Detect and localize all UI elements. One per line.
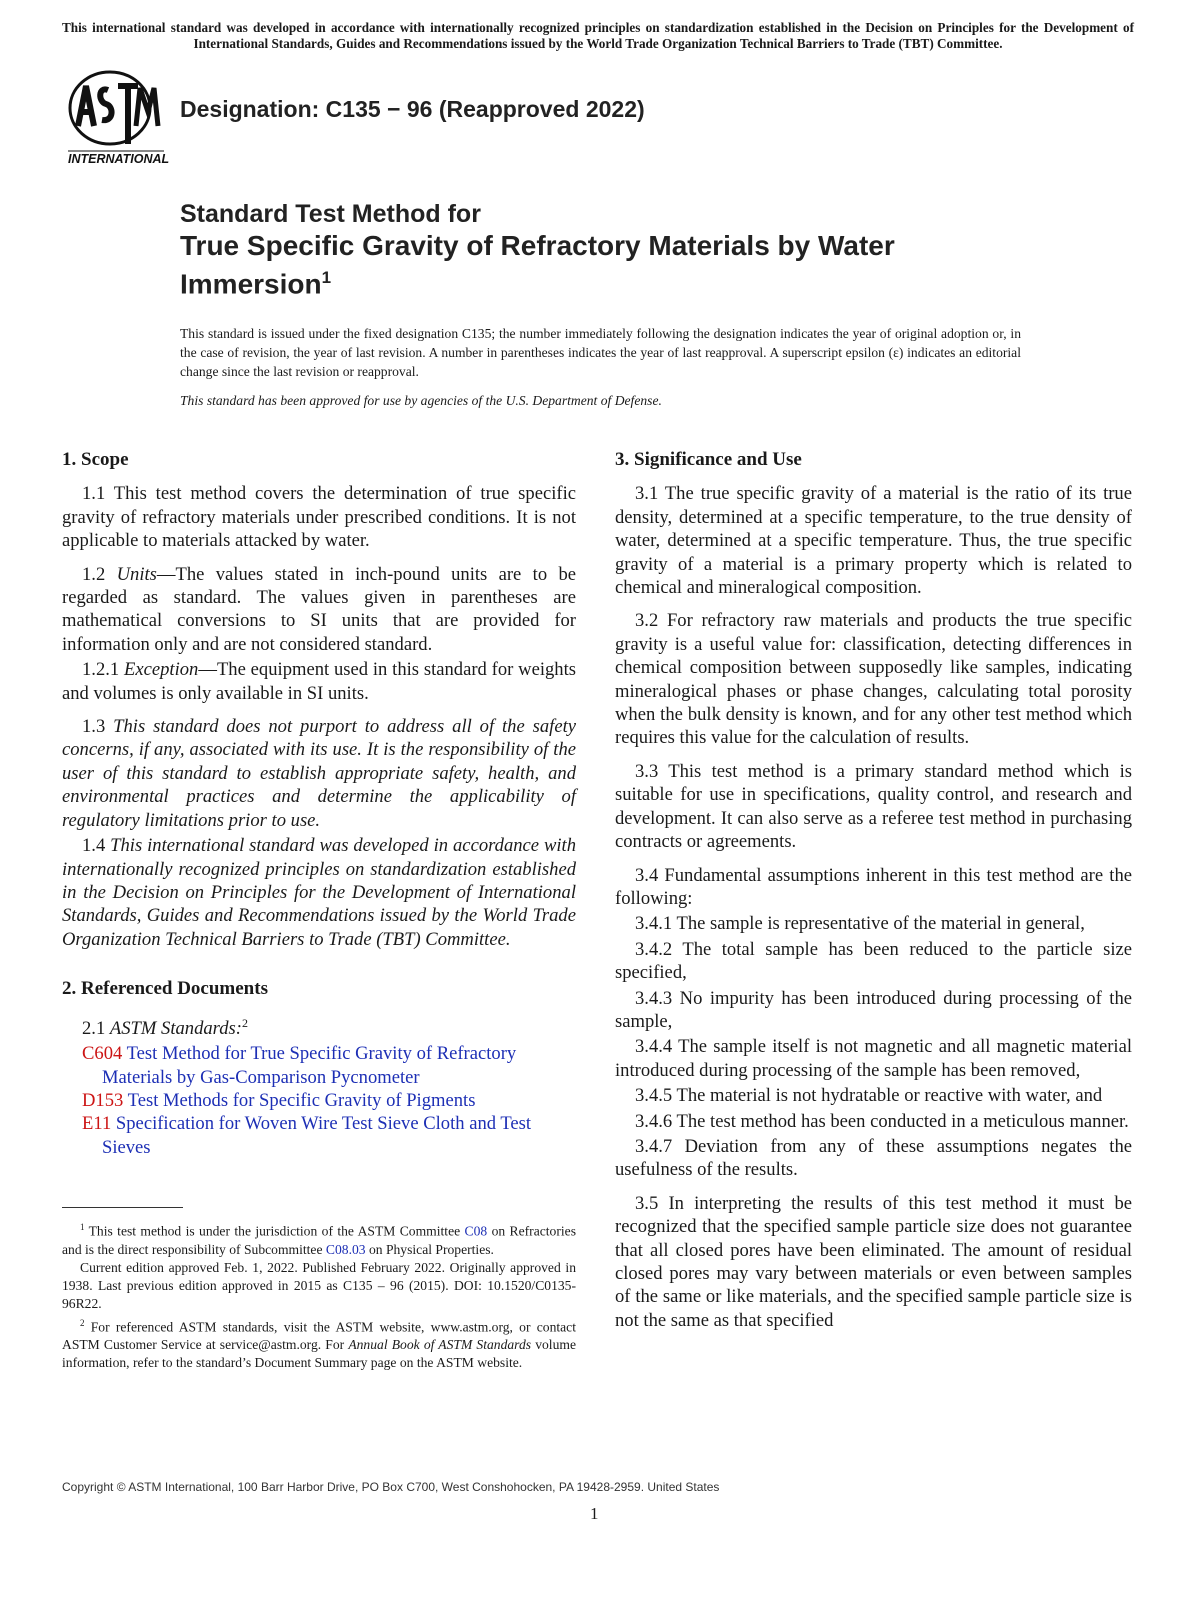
- footnote-text: For referenced ASTM standards, visit the ASTM website, www.astm.org, or contact ASTM Customer Service at service@astm.org. For: [62, 1319, 576, 1353]
- para-text: —The equipment used in this standard for weights and volumes is only available in SI units.: [62, 659, 576, 704]
- reference-code[interactable]: E11: [82, 1113, 112, 1135]
- footnote-edition: Current edition approved Feb. 1, 2022. Published February 2022. Originally approved in 1938. Last previous edition approved in 2015 as C135 – 96 (2015). DOI: 10.1520/C0135-96R22.: [62, 1259, 576, 1312]
- issued-note: This standard is issued under the fixed designation C135; the number immediately following the designation indicates the year of original adoption or, in the case of revision, the year of last revision. A number in parentheses indicates the year of last reapproval. A superscript epsilon (ε) indicates an editorial change since the last revision or reapproval.: [180, 326, 1021, 379]
- footnote-mark: 2: [241, 1015, 248, 1030]
- reference-title[interactable]: Specification for Woven Wire Test Sieve Cloth and Test Sieves: [102, 1113, 532, 1158]
- footnote-term: Annual Book of ASTM Standards: [348, 1337, 532, 1353]
- reference-c604[interactable]: [62, 1042, 576, 1089]
- footnote-1: [62, 1218, 576, 1259]
- para-2-1: [62, 1012, 576, 1041]
- para-3-4-5: 3.4.5 The material is not hydratable or reactive with water, and: [635, 1085, 1103, 1107]
- designation: Designation: C135 − 96 (Reapproved 2022): [180, 96, 645, 122]
- para-num: 1.2: [82, 563, 117, 585]
- footnote-text: volume information, refer to the standard’s Document Summary page on the ASTM website.: [62, 1337, 576, 1371]
- para-1-2: [62, 563, 576, 657]
- footnote-2: [62, 1314, 576, 1373]
- para-3-2: 3.2 For refractory raw materials and products the true specific gravity is a useful value for: classification, detecting differences in chemical composition between supposedly like samples, indicating mineralogical phases or phase changes, calculating total porosity when the bulk density is known, and for any other test method which requires this value for the calculation of results.: [615, 610, 1132, 749]
- astm-logo: [60, 68, 172, 168]
- wto-notice: This international standard was developed in accordance with internationally recognized principles on standardization established in the Decision on Principles for the Development of International Standards, Guides and Recommendations issued by the World Trade Organization Technical Barriers to Trade (TBT) Committee.: [62, 20, 1134, 51]
- reference-title[interactable]: Test Methods for Specific Gravity of Pigments: [127, 1089, 476, 1111]
- para-text: —The values stated in inch-pound units are to be regarded as standard. The values given in parentheses are mathematical conversions to SI units that are provided for information only and are not considered standard.: [62, 563, 577, 655]
- para-3-4-3: 3.4.3 No impurity has been introduced during processing of the sample,: [615, 987, 1132, 1032]
- dod-note: This standard has been approved for use by agencies of the U.S. Department of Defense.: [180, 393, 662, 408]
- subcommittee-link[interactable]: C08.03: [325, 1241, 366, 1257]
- para-text: This standard does not purport to address all of the safety concerns, if any, associated with its use. It is the responsibility of the user of this standard to establish appropriate safety, health, and environmental practices and determine the applicability of regulatory limitations prior to use.: [62, 716, 576, 831]
- reference-list: [62, 1042, 576, 1159]
- para-text: This international standard was developed in accordance with internationally recognized principles on standardization established in the Decision on Principles for the Development of International Standards, Guides and Recommendations issued by the World Trade Organization Technical Barriers to Trade (TBT) Committee.: [62, 835, 577, 950]
- astm-logo-mark: [60, 68, 172, 168]
- page-number: 1: [590, 1504, 599, 1523]
- footnote-divider: [62, 1207, 183, 1208]
- reference-title[interactable]: Test Method for True Specific Gravity of Refractory Materials by Gas-Comparison Pycnometer: [102, 1043, 517, 1088]
- footnotes: [62, 1218, 576, 1373]
- para-3-4-4: 3.4.4 The sample itself is not magnetic and all magnetic material introduced during processing of the sample has been removed,: [615, 1036, 1132, 1081]
- para-3-5: 3.5 In interpreting the results of this test method it must be recognized that the specified sample particle size does not guarantee that all closed pores have been eliminated. The amount of residual closed pores may vary between materials or even between samples of the same or like materials, and the specified sample particle size is not the same as that specified: [615, 1192, 1132, 1331]
- para-3-4-7: 3.4.7 Deviation from any of these assumptions negates the usefulness of the results.: [615, 1135, 1132, 1181]
- para-num: 1.4: [82, 835, 111, 857]
- section-3-heading: 3. Significance and Use: [615, 449, 802, 470]
- section-2-heading: 2. Referenced Documents: [62, 978, 268, 1000]
- left-column: [62, 448, 576, 1159]
- para-3-4-1: 3.4.1 The sample is representative of the material in general,: [635, 913, 1085, 935]
- para-term: Units: [116, 563, 157, 585]
- para-1-2-1: [62, 658, 576, 705]
- para-3-3: 3.3 This test method is a primary standard method which is suitable for use in specifications, quality control, and research and development. It can also serve as a referee test method in purchasing contracts or agreements.: [615, 760, 1132, 853]
- para-term: ASTM Standards:: [109, 1017, 242, 1039]
- para-num: 1.2.1: [82, 659, 125, 681]
- title-footnote-mark: 1: [321, 268, 332, 287]
- para-3-4-2: 3.4.2 The total sample has been reduced to the particle size specified,: [615, 938, 1132, 984]
- reference-code[interactable]: D153: [82, 1089, 124, 1111]
- footnote-text: on Refractories and is the direct responsibility of Subcommittee: [62, 1223, 576, 1257]
- title-line-1: Standard Test Method for: [180, 200, 481, 228]
- footnote-text: This test method is under the jurisdiction of the ASTM Committee: [84, 1223, 465, 1239]
- para-3-4-6: 3.4.6 The test method has been conducted in a meticulous manner.: [635, 1110, 1129, 1132]
- reference-d153[interactable]: [62, 1089, 576, 1112]
- footnote-text: on Physical Properties.: [365, 1241, 494, 1257]
- para-1-4: [62, 834, 576, 951]
- para-1-3: [62, 715, 576, 832]
- footnote-mark: 1: [80, 1222, 85, 1232]
- para-1-1: 1.1 This test method covers the determination of true specific gravity of refractory materials under prescribed conditions. It is not applicable to materials attacked by water.: [62, 483, 576, 552]
- copyright: Copyright © ASTM International, 100 Barr Harbor Drive, PO Box C700, West Conshohocken, PA 19428-2959. United States: [62, 1480, 720, 1494]
- para-3-1: 3.1 The true specific gravity of a material is the ratio of its true density, determined at a specific temperature, to the true density of water, determined at a specific temperature. Thus, the true specific gravity of a material is a primary property which is related to chemical and mineralogical composition.: [615, 483, 1132, 599]
- logo-subtext: INTERNATIONAL: [68, 152, 170, 166]
- committee-link[interactable]: C08: [464, 1223, 488, 1239]
- footnote-mark: 2: [80, 1317, 85, 1328]
- para-3-4: 3.4 Fundamental assumptions inherent in this test method are the following:: [615, 864, 1132, 909]
- reference-e11[interactable]: [62, 1112, 576, 1159]
- title-line-2: [180, 230, 980, 300]
- para-num: 1.3: [82, 716, 114, 738]
- title-text: True Specific Gravity of Refractory Materials by Water Immersion: [180, 230, 895, 300]
- reference-code[interactable]: C604: [82, 1043, 123, 1065]
- right-column: [615, 448, 1132, 1342]
- para-num: 2.1: [82, 1017, 110, 1039]
- para-term: Exception: [124, 659, 199, 681]
- section-1-heading: 1. Scope: [62, 449, 129, 470]
- document-title: [180, 198, 980, 300]
